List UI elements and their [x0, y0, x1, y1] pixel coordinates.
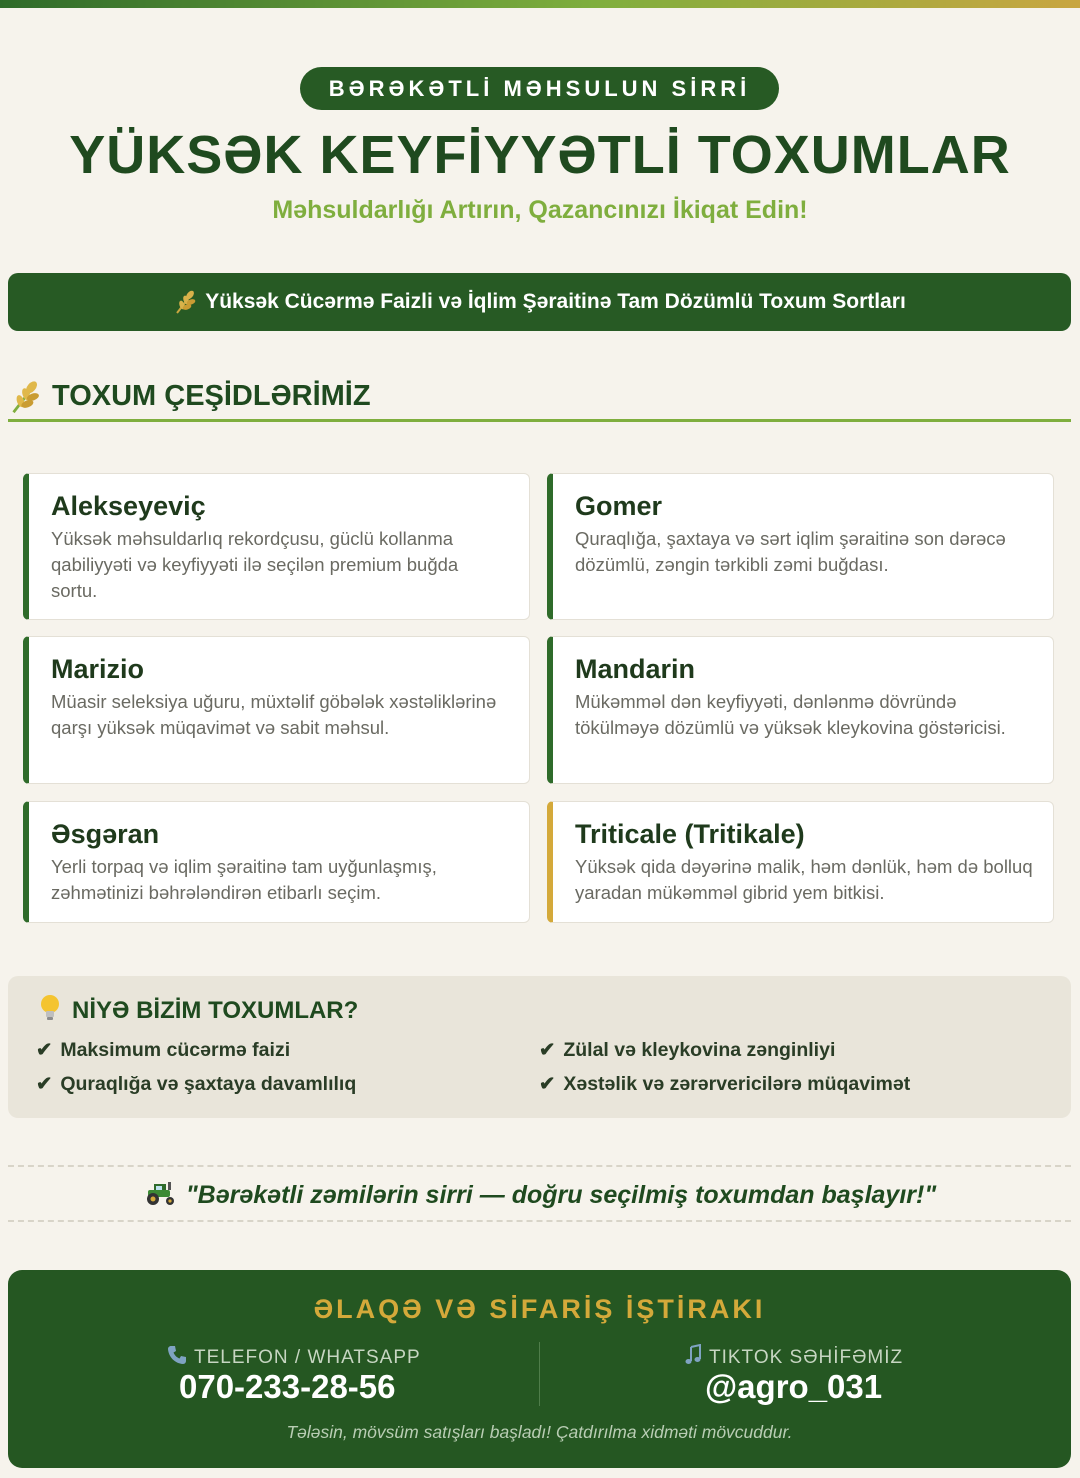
music-note-icon [683, 1344, 703, 1372]
variety-name: Mandarin [575, 654, 696, 684]
benefit-item: ✔ Maksimum cücərmə faizi [36, 1039, 291, 1061]
checkmark-icon: ✔ [539, 1039, 556, 1061]
why-us-box [8, 976, 1071, 1118]
contact-title: ƏLAQƏ VƏ SİFARİŞ İŞTİRAKI [313, 1294, 766, 1324]
phone-number[interactable]: 070-233-28-56 [179, 1368, 396, 1405]
benefit-item: ✔ Zülal və kleykovina zənginliyi [539, 1039, 836, 1061]
benefit-item: ✔ Quraqlığa və şaxtaya davamlılıq [36, 1073, 357, 1095]
variety-description: Müasir seleksiya uğuru, müxtəlif göbələk xəstəliklərinə qarşı yüksək müqavimət və sabit məhsul. [51, 691, 497, 738]
why-us-title-row [36, 992, 358, 1029]
wheat-icon [8, 379, 44, 415]
slogan-text: "Bərəkətli zəmilərin sirri — doğru seçilmiş toxumdan başlayır!" [185, 1181, 937, 1209]
variety-description: Yerli torpaq və iqlim şəraitinə tam uyğunlaşmış, zəhmətinizi bəhrələndirən etibarlı seçim. [51, 856, 437, 903]
variety-description: Mükəmməl dən keyfiyyəti, dənlənmə dövründə tökülməyə dözümlü və yüksək kleykovina göstəricisi. [575, 691, 1006, 738]
checkmark-icon: ✔ [36, 1039, 53, 1061]
variety-description: Quraqlığa, şaxtaya və sərt iqlim şəraitinə son dərəcə dözümlü, zəngin tərkibli zəmi buğdası. [575, 528, 1006, 575]
header-pill: BƏRƏKƏTLİ MƏHSULUN SİRRİ [300, 67, 779, 110]
tiktok-handle[interactable]: @agro_031 [705, 1368, 883, 1405]
contact-note: Tələsin, mövsüm satışları başladı! Çatdırılma xidməti mövcuddur. [286, 1422, 793, 1442]
variety-name: Triticale (Tritikale) [575, 819, 805, 849]
feature-banner [8, 273, 1071, 331]
why-us-title: NİYƏ BİZİM TOXUMLAR? [72, 996, 359, 1024]
variety-card [23, 801, 530, 923]
variety-card [547, 636, 1054, 784]
top-accent-bar [0, 0, 1080, 8]
variety-name: Alekseyeviç [51, 491, 206, 521]
tractor-icon [144, 1178, 178, 1213]
checkmark-icon: ✔ [36, 1073, 53, 1095]
phone-label: TELEFON / WHATSAPP [194, 1347, 421, 1368]
wheat-icon [173, 289, 199, 315]
contact-panel [8, 1270, 1071, 1468]
varieties-title: TOXUM ÇEŞİDLƏRİMİZ [52, 380, 371, 412]
variety-card [23, 473, 530, 620]
tiktok-label: TIKTOK SƏHİFƏMİZ [709, 1347, 904, 1368]
variety-card [547, 473, 1054, 620]
variety-name: Marizio [51, 654, 145, 684]
divider [8, 1165, 1071, 1167]
lightbulb-icon [36, 992, 64, 1029]
variety-description: Yüksək məhsuldarlıq rekordçusu, güclü kollanma qabiliyyəti və keyfiyyəti ilə seçilən premium buğda sortu. [51, 528, 459, 601]
variety-description: Yüksək qida dəyərinə malik, həm dənlük, həm də bolluq yaradan mükəmməl gibrid yem bitkisi. [575, 856, 1033, 903]
variety-card-featured [547, 801, 1054, 923]
contact-divider [539, 1342, 540, 1406]
variety-name: Gomer [575, 491, 663, 521]
variety-card [23, 636, 530, 784]
varieties-section-header [8, 374, 1071, 422]
benefit-item: ✔ Xəstəlik və zərərvericilərə müqavimət [539, 1073, 911, 1095]
banner-text: Yüksək Cücərmə Faizli və İqlim Şəraitinə Tam Dözümlü Toxum Sortları [205, 290, 906, 313]
variety-name: Əsgəran [51, 819, 160, 849]
page-subtitle: Məhsuldarlığı Artırın, Qazancınızı İkiqat Edin! [272, 196, 808, 224]
divider [8, 1220, 1071, 1222]
checkmark-icon: ✔ [539, 1073, 556, 1095]
slogan [0, 1178, 1080, 1213]
page-title: YÜKSƏK KEYFİYYƏTLİ TOXUMLAR [69, 125, 1011, 185]
